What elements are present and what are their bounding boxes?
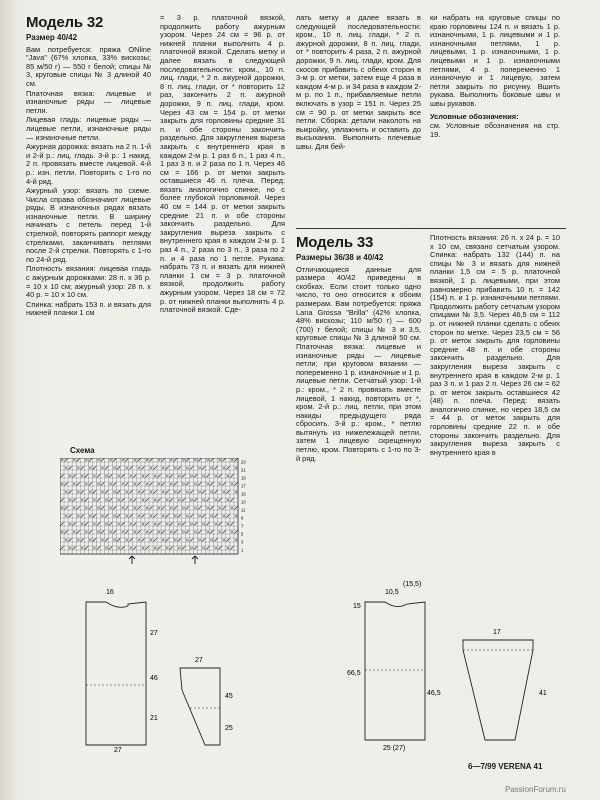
- chart-row-number: 9: [241, 515, 244, 521]
- sleeve32-h1-label: 45: [225, 693, 233, 700]
- back33-h1-label: 66,5: [347, 670, 361, 677]
- back33-top-label: 10,5: [385, 589, 399, 596]
- model32-patterns: [70, 580, 260, 755]
- back33-shoulder-label: 15: [353, 603, 361, 610]
- sleeve32-width-label: 27: [195, 657, 203, 664]
- model32-lace-pattern: Ажурный узор: вязать по схеме. Числа справа обозначают лицевые ряды. В изнаночных рядах вязать изнаночные петли. В ширину начинать с петель перед 1-й стрелкой, повторять раппорт между стрелками, заканчивать петлями после 2-й стрелки. Повторять с 1-го по 24-й ряд.: [26, 186, 151, 264]
- lace-chart: [60, 458, 260, 566]
- model32-col3-text: лать метку и далее вязать в следующей последовательности: кром., 10 п. лиц. глади, * 2 п. ажурной дорожки, 8 п. лиц. глади, от * повторить 4 раза, 2 п. ажурной дорожки, 9 п. лиц. глади, кром. Для скосов прибавить с обеих сторон в 3-м р. от метки, затем еще 4 раза в каждом 4-м р. и 34 раза в каждом 2-м р. по 1 п., прибавляемые петли включать в узор = 151 п. Через 25 см = 90 р. от метки закрыть все петли. Сборка: детали наколоть на выкройку, увлажнить и оставить до высыхания. Выполнить плечевые швы. Для бей-: [296, 14, 421, 151]
- model32-lace-stripe: Ажурная дорожка: вязать на 2 п. 1-й и 2-й р.: лиц. гладь. 3-й р.: 1 накид, 2 п. провязать вместе лицевой. 4-й р.: изн. петли. Повторять с 1-го по 4-й ряд.: [26, 142, 151, 186]
- model33-column-1: [296, 234, 421, 589]
- repeat-arrow-start: [129, 556, 135, 564]
- sleeve32-h2-label: 25: [225, 725, 233, 732]
- page-footer: 6—7/99 VERENA 41: [468, 762, 543, 771]
- watermark: PassionForum.ru: [505, 785, 566, 794]
- sleeve33-width-label: 17: [493, 629, 501, 636]
- model32-size: Размер 40/42: [26, 33, 78, 42]
- model33-column-2: [430, 234, 560, 589]
- model33-col3-text: Отличающиеся данные для размера 40/42 приведены в скобках. Если стоит только одно число, то оно относится к обоим размерам. Вам потребуется: пряжа Lana Grossa "Brilla" (42% хлопка, 48% вискозы; 110 м/50 г) — 600 (700) г белой; спицы № 3 и 3,5, круговые спицы № 3 длиной 50 см. Платочная вязка: лицевые и изнаночные ряды — лицевые петли; при круговом вязании — попеременно 1 р. изнаночные и 1 р. лицевые петли. Сетчатый узор: 1-й р.: кром., * 2 п. провязать вместе лицевой, 1 накид, повторить от *, кром. 2-й р.: лиц. петли, при этом накиды предыдущего ряда сбросить. 3-й р.: кром., * петлю вытянуть из нижележащей петли, затем 1 лицевую скрещенную петлю, кром. Повторять с 1-го по 3-й ряд.: [296, 264, 421, 463]
- model33-title: Модель 33: [296, 234, 374, 251]
- back33-top2-label: (15,5): [403, 581, 422, 588]
- model32-title: Модель 32: [26, 14, 104, 31]
- section-divider: [296, 228, 566, 229]
- sleeve33-height-label: 41: [539, 690, 547, 697]
- model32-col2-text: = 3 р. платочной вязкой, продолжить работу ажурным узором. Через 24 см = 96 р. от нижней планки выполнить 4 р. платочной вязкой. Сделать метку и далее вязать в следующей последовательности: кром., 10 п. лиц. глади, * 2 п. ажурной дорожки, 8 п. лиц. глади, от * повторить 12 раз, закончить 2 п. ажурной дорожки, 9 п. лиц. глади, кром. Через 43 см = 154 р. от метки закрыть для горловины средние 31 п. и обе стороны закончить раздельно. Для закругления выреза закрыть с внутреннего края в каждом 2-м р. 1 раз 6 п., 1 раз 4 п., 1 раз 3 п. и 2 раза по 1 п. Через 46 см = 166 р. от метки закрыть оставшиеся 46 п. плеча. Перед: вязать аналогично спинке, но с более глубокой горловиной. Через 40 см = 144 р. от метки закрыть средние 21 п. и обе стороны закончить раздельно. Для закругления выреза закрыть с внутреннего края в каждом 2-м р. 1 раз 4 п., 2 раза по 3 п., 3 раза по 2 п. и 4 раза по 1 петле. Рукава: набрать 73 п. и вязать для нижней планки 1 см = 3 р. платочной вязкой, продолжить работу ажурным узором. Через 18 см = 72 р. от нижней планки выполнить 4 р. платочной вязкой. Сде-: [160, 14, 285, 315]
- legend-title: Условные обозначения:: [430, 111, 519, 121]
- back32-h3-label: 21: [150, 715, 158, 722]
- chart-row-number: 23: [241, 459, 246, 465]
- back-pattern-32: [86, 602, 146, 745]
- model33-col4-text: Плотность вязания: 26 п. х 24 р. = 10 х 10 см, связано сетчатым узором. Спинка: набрать 132 (144) п. на спицы № 3 и вязать для нижней планки 1,5 см = 5 р. платочной вязкой, 1 р. лицевыми, при этом равномерно прибавить 10 п. = 142 (154) п. и 1 р. изнаночными петлями. Продолжить работу сетчатым узором спицами № 3,5. Через 46,5 см = 112 р. от нижней планки сделать с обеих сторон по метке. Через 23,5 см = 56 р. от меток закрыть для горловины средние 48 п. и обе стороны закончить раздельно. Для закругления выреза закрыть с внутреннего края в каждом 2-м р. 1 раз 3 п. и 1 раз 2 п. Через 26 см = 62 р. от меток закрыть оставшиеся 42 (48) п. плеча. Перед: вязать аналогично спинке, но через 18,5 см = 44 р. от меток закрыть для горловины средние 22 п. и обе стороны закончить раздельно. Для закругления выреза закрыть с внутреннего края в: [430, 234, 560, 457]
- legend-text: см. Условные обозначения на стр. 19.: [430, 121, 560, 139]
- model32-column-2: [160, 14, 285, 442]
- back32-h1-label: 27: [150, 630, 158, 637]
- sleeve-pattern-32: [180, 668, 220, 745]
- chart-row-number: 13: [241, 499, 246, 505]
- back33-width-label: 25 (27): [383, 745, 406, 752]
- schema-title: Схема: [70, 446, 95, 455]
- model32-col4-text: ки набрать на круговые спицы по краю горловины 124 п. и вязать 1 р. изнаночными, 1 р. лицевыми и 1 р. изнаночными петлями, 1 р. лицевыми, 1 р. изнаночными, 1 р. лицевыми и 1 р. изнаночными петлями, 4 р. попеременно 1 изнаночную и 1 лицевую, затем петли закрыть по рисунку. Вшить рукава. Выполнить боковые швы и швы рукавов.: [430, 14, 560, 108]
- chart-row-number: 3: [241, 539, 244, 545]
- model32-gauge: Плотность вязания: лицевая гладь с ажурным дорожками: 28 п. х 36 р. = 10 х 10 см; ажурный узор: 28 п. х 40 р. = 10 х 10 см.: [26, 264, 151, 300]
- repeat-arrow-end: [192, 556, 198, 564]
- model32-column-1: [26, 14, 151, 444]
- chart-row-number: 21: [241, 467, 246, 473]
- model32-column-4: [430, 14, 560, 219]
- chart-row-number: 17: [241, 483, 246, 489]
- back32-top-label: 16: [106, 589, 114, 596]
- model32-materials: Вам потребуется: пряжа ONline "Java" (67% хлопка, 33% вискозы; 85 м/50 г) — 550 г белой; спицы № 3, круговые спицы № 3 длиной 40 см.: [26, 44, 151, 88]
- sleeve-pattern-33: [463, 640, 533, 740]
- model32-back: Спинка: набрать 153 п. и вязать для нижней планки 1 см: [26, 299, 151, 318]
- back-pattern-33: [365, 602, 425, 740]
- chart-row-number: 7: [241, 523, 244, 529]
- model32-garter-stitch: Платочная вязка: лицевые и изнаночные ряды — лицевые петли.: [26, 88, 151, 115]
- back32-width-label: 27: [114, 747, 122, 754]
- model32-stockinette: Лицевая гладь: лицевые ряды — лицевые петли, изнаночные ряды — изнаночные петли.: [26, 115, 151, 142]
- model33-patterns: [345, 580, 565, 755]
- model33-size: Размеры 36/38 и 40/42: [296, 253, 384, 262]
- back33-h2-label: 46,5: [427, 690, 441, 697]
- chart-row-number: 15: [241, 491, 246, 497]
- chart-row-number: 11: [241, 507, 246, 513]
- chart-row-number: 1: [241, 547, 244, 553]
- chart-row-number: 5: [241, 531, 244, 537]
- back32-h2-label: 46: [150, 675, 158, 682]
- model32-column-3: [296, 14, 421, 219]
- chart-row-number: 19: [241, 475, 246, 481]
